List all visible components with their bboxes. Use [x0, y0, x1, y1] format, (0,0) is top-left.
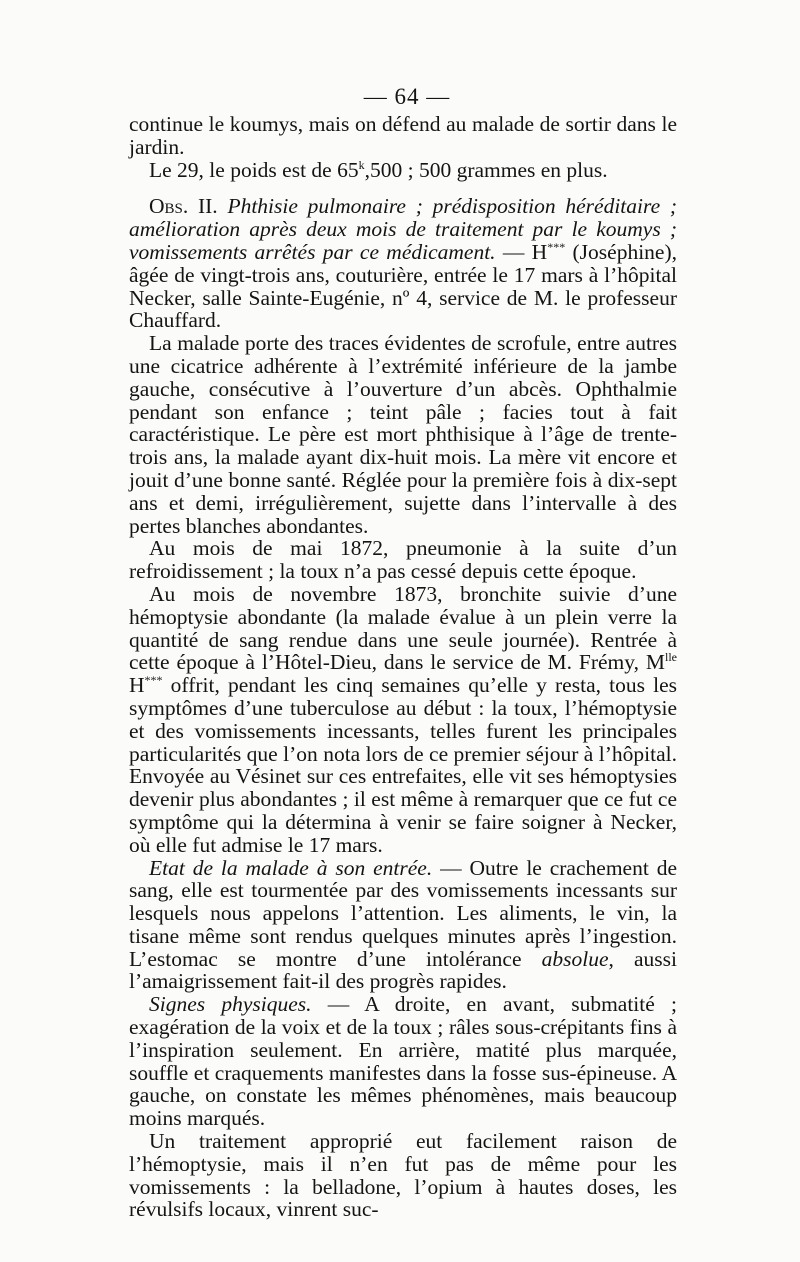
weight-unit-superscript: k: [358, 157, 365, 172]
bronchitis-text-a: Au mois de novembre 1873, bronchite suivie d’une hémoptysie abondante (la malade évalue à un plein verre la quantité de sang rendue dans une seule journée). Rentrée à cette époque à l’Hôtel-Dieu, dans le service de M. Frémy, M: [129, 581, 677, 675]
body-text: [129, 113, 677, 1221]
physical-signs-text: — A droite, en avant, submatité ; exagération de la voix et de la toux ; râles sous-crépitants fins à l’inspiration seulement. En arrière, matité plus marquée, souffle et craquements manifestes dans la fosse sus-épineuse. A gauche, on constate les mêmes phénomènes, mais beaucoup moins marqués.: [129, 992, 677, 1131]
physical-signs-label: Signes physiques.: [149, 992, 312, 1017]
weight-text-end: ,500 ; 500 grammes en plus.: [364, 157, 608, 182]
paragraph-admission-state: [129, 857, 677, 994]
patient-intro-end: (Joséphine), âgée de vingt-trois ans, couturière, entrée le 17 mars à l’hôpital Necker, salle Sainte-Eugénie, nº 4, service de M. le professeur Chauffard.: [129, 239, 677, 333]
admission-state-emphasis: absolue: [541, 946, 609, 971]
bronchitis-text-b: H: [129, 673, 145, 698]
paragraph-bronchitis: [129, 583, 677, 857]
observation-label: Obs. II.: [149, 194, 218, 219]
patient-initial-stars: ***: [547, 239, 566, 254]
observation-heading-paragraph: [129, 195, 677, 332]
paragraph-treatment: Un traitement approprié eut facilement raison de l’hémoptysie, mais il n’en fut pas de même pour les vomissements : la belladone, l’opium à hautes doses, les révulsifs locaux, vinrent suc-: [129, 1129, 677, 1222]
paragraph-physical-signs: [129, 993, 677, 1130]
admission-state-label: Etat de la malade à son entrée.: [149, 855, 433, 880]
paragraph-history: La malade porte des traces évidentes de scrofule, entre autres une cicatrice adhérente à l’extrémité inférieure de la jambe gauche, consécutive à l’ouverture d’un abcès. Ophthalmie pendant son enfance ; teint pâle ; facies tout à fait caractéristique. Le père est mort phthisique à l’âge de trente-trois ans, la malade ayant dix-huit mois. La mère vit encore et jouit d’une bonne santé. Réglée pour la première fois à dix-sept ans et demi, irrégulièrement, sujette dans l’intervalle à des pertes blanches abondantes.: [129, 331, 677, 538]
patient-intro-start: — H: [495, 239, 548, 264]
paragraph-continuation: continue le koumys, mais on défend au malade de sortir dans le jardin.: [129, 112, 677, 159]
mademoiselle-superscript: lle: [665, 650, 677, 665]
admission-state-text-a: — Outre le crachement de sang, elle est tourmentée par des vomissements incessants sur lesquels nous appelons l’attention. Les aliments, le vin, la tisane même sont rendus quelques minutes après l’ingestion. L’estomac se montre d’une intolérance: [129, 855, 677, 971]
page-number: — 64 —: [363, 84, 451, 109]
patient-initial-stars-2: ***: [144, 672, 163, 687]
weight-text-start: Le 29, le poids est de 65: [149, 157, 359, 182]
observation-title: Phthisie pulmonaire ; prédisposition héréditaire ; amélioration après deux mois de traitement par le koumys ; vomissements arrêtés par ce médicament.: [129, 194, 678, 264]
bronchitis-text-c: offrit, pendant les cinq semaines qu’elle y resta, tous les symptômes d’une tuberculose au début : la toux, l’hémoptysie et des vomissements incessants, telles furent les principales particularités que l’on nota lors de ce premier séjour à l’hôpital. Envoyée au Vésinet sur ces entrefaites, elle vit ses hémoptysies devenir plus abondantes ; il est même à remarquer que ce fut ce symptôme qui la détermina à venir se faire soigner à Necker, où elle fut admise le 17 mars.: [129, 673, 677, 857]
paragraph-pneumonia: Au mois de mai 1872, pneumonie à la suite d’un refroidissement ; la toux n’a pas cessé depuis cette époque.: [129, 536, 677, 584]
paragraph-weight: [129, 159, 677, 182]
admission-state-text-b: , aussi l’amaigrissement fait-il des progrès rapides.: [129, 946, 677, 994]
